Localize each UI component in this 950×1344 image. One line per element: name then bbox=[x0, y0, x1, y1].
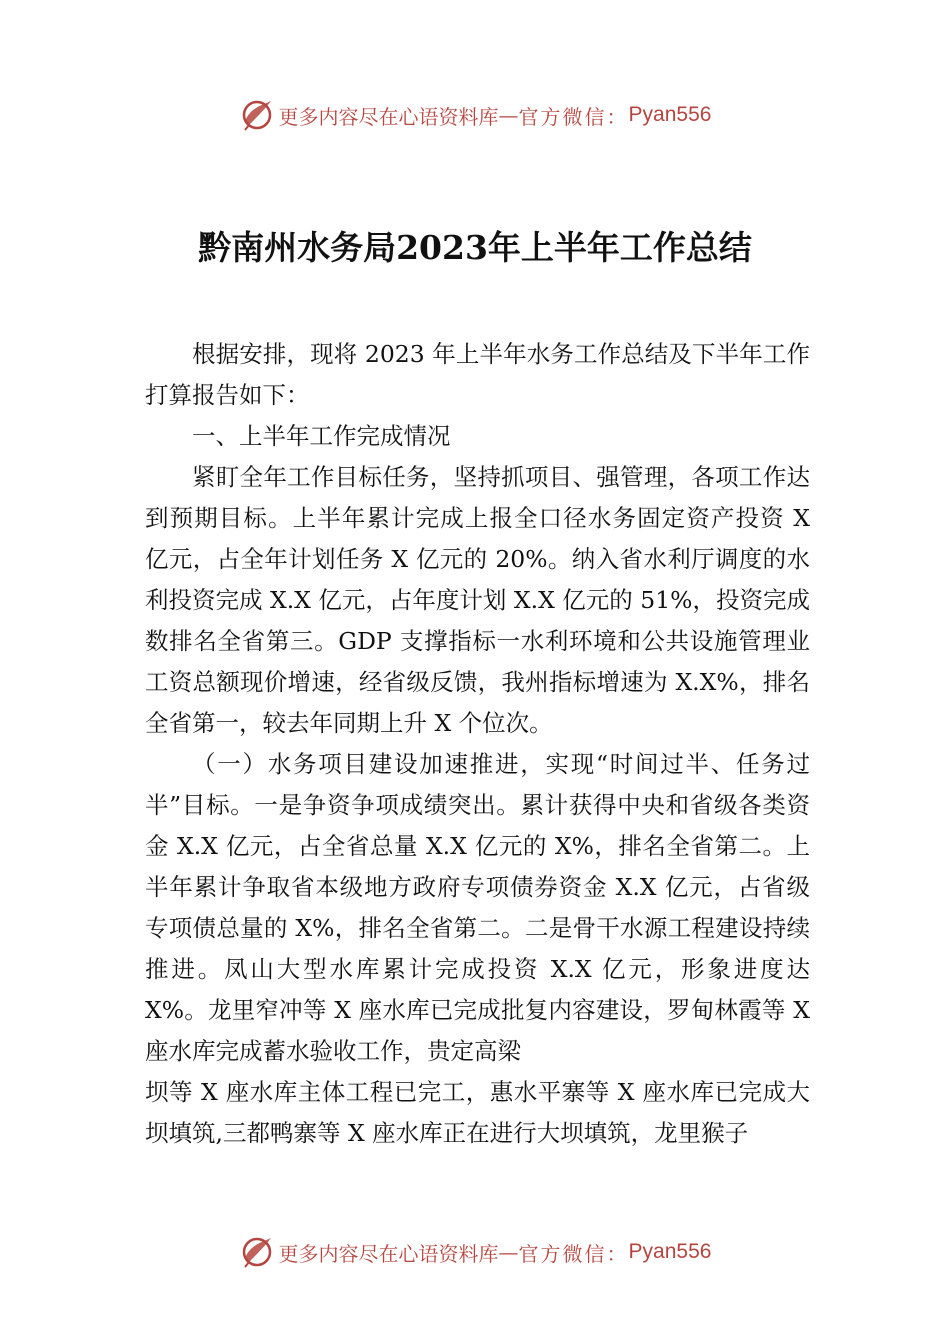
banner-wechat-label: 官方微信： bbox=[518, 104, 629, 129]
banner-wechat-label: 官方微信： bbox=[518, 1241, 629, 1266]
banner-separator: — bbox=[498, 1240, 519, 1264]
section-heading: 一、上半年工作完成情况 bbox=[192, 422, 451, 450]
pen-logo-icon bbox=[239, 97, 275, 133]
paragraph-summary: 紧盯全年工作目标任务，坚持抓项目、强管理，各项工作达到预期目标。上半年累计完成上报全口径水务固定资产投资 X 亿元，占全年计划任务 X 亿元的 20%。纳入省水利厅调度的水利投资完成 X.X 亿元，占年度计划 X.X 亿元的 51%，投资完成数排名全省第三。GDP 支撑指标一水利环境和公共设施管理业工资总额现价增速，经省级反馈，我州指标增速为 X.X%，排名全省第一，较去年同期上升 X 个位次。 bbox=[145, 463, 810, 737]
banner-text: 更多内容尽在心语资料库 bbox=[278, 1241, 499, 1266]
document-title: 黔南州水务局2023年上半年工作总结 bbox=[198, 228, 752, 267]
banner-text: 更多内容尽在心语资料库 bbox=[278, 104, 499, 129]
pen-logo-icon bbox=[239, 1234, 275, 1270]
paragraph-intro: 根据安排，现将 2023 年上半年水务工作总结及下半年工作打算报告如下： bbox=[145, 340, 810, 409]
banner-wechat-id: Pyan556 bbox=[628, 1240, 712, 1263]
banner-wechat-id: Pyan556 bbox=[628, 103, 712, 126]
paragraph-projects: （一）水务项目建设加速推进，实现“时间过半、任务过半”目标。一是争资争项成绩突出。累计获得中央和省级各类资金 X.X 亿元，占全省总量 X.X 亿元的 X%，排名全省第二。上半年累计争取省本级地方政府专项债券资金 X.X 亿元，占省级专项债总量的 X%，排名全省第二。二是骨干水源工程建设持续推进。凤山大型水库累计完成投资 X.X 亿元，形象进度达 X%。龙里窄冲等 X 座水库已完成批复内容建设，罗甸林霞等 X 座水库完成蓄水验收工作，贵定高梁 bbox=[145, 750, 810, 1065]
banner-separator: — bbox=[498, 103, 519, 127]
paragraph-continued: 坝等 X 座水库主体工程已完工，惠水平寨等 X 座水库已完成大坝填筑,三都鸭寨等 X 座水库正在进行大坝填筑，龙里猴子 bbox=[145, 1078, 810, 1147]
header-banner bbox=[0, 95, 950, 135]
footer-banner bbox=[0, 1232, 950, 1272]
document-body bbox=[145, 334, 810, 1154]
